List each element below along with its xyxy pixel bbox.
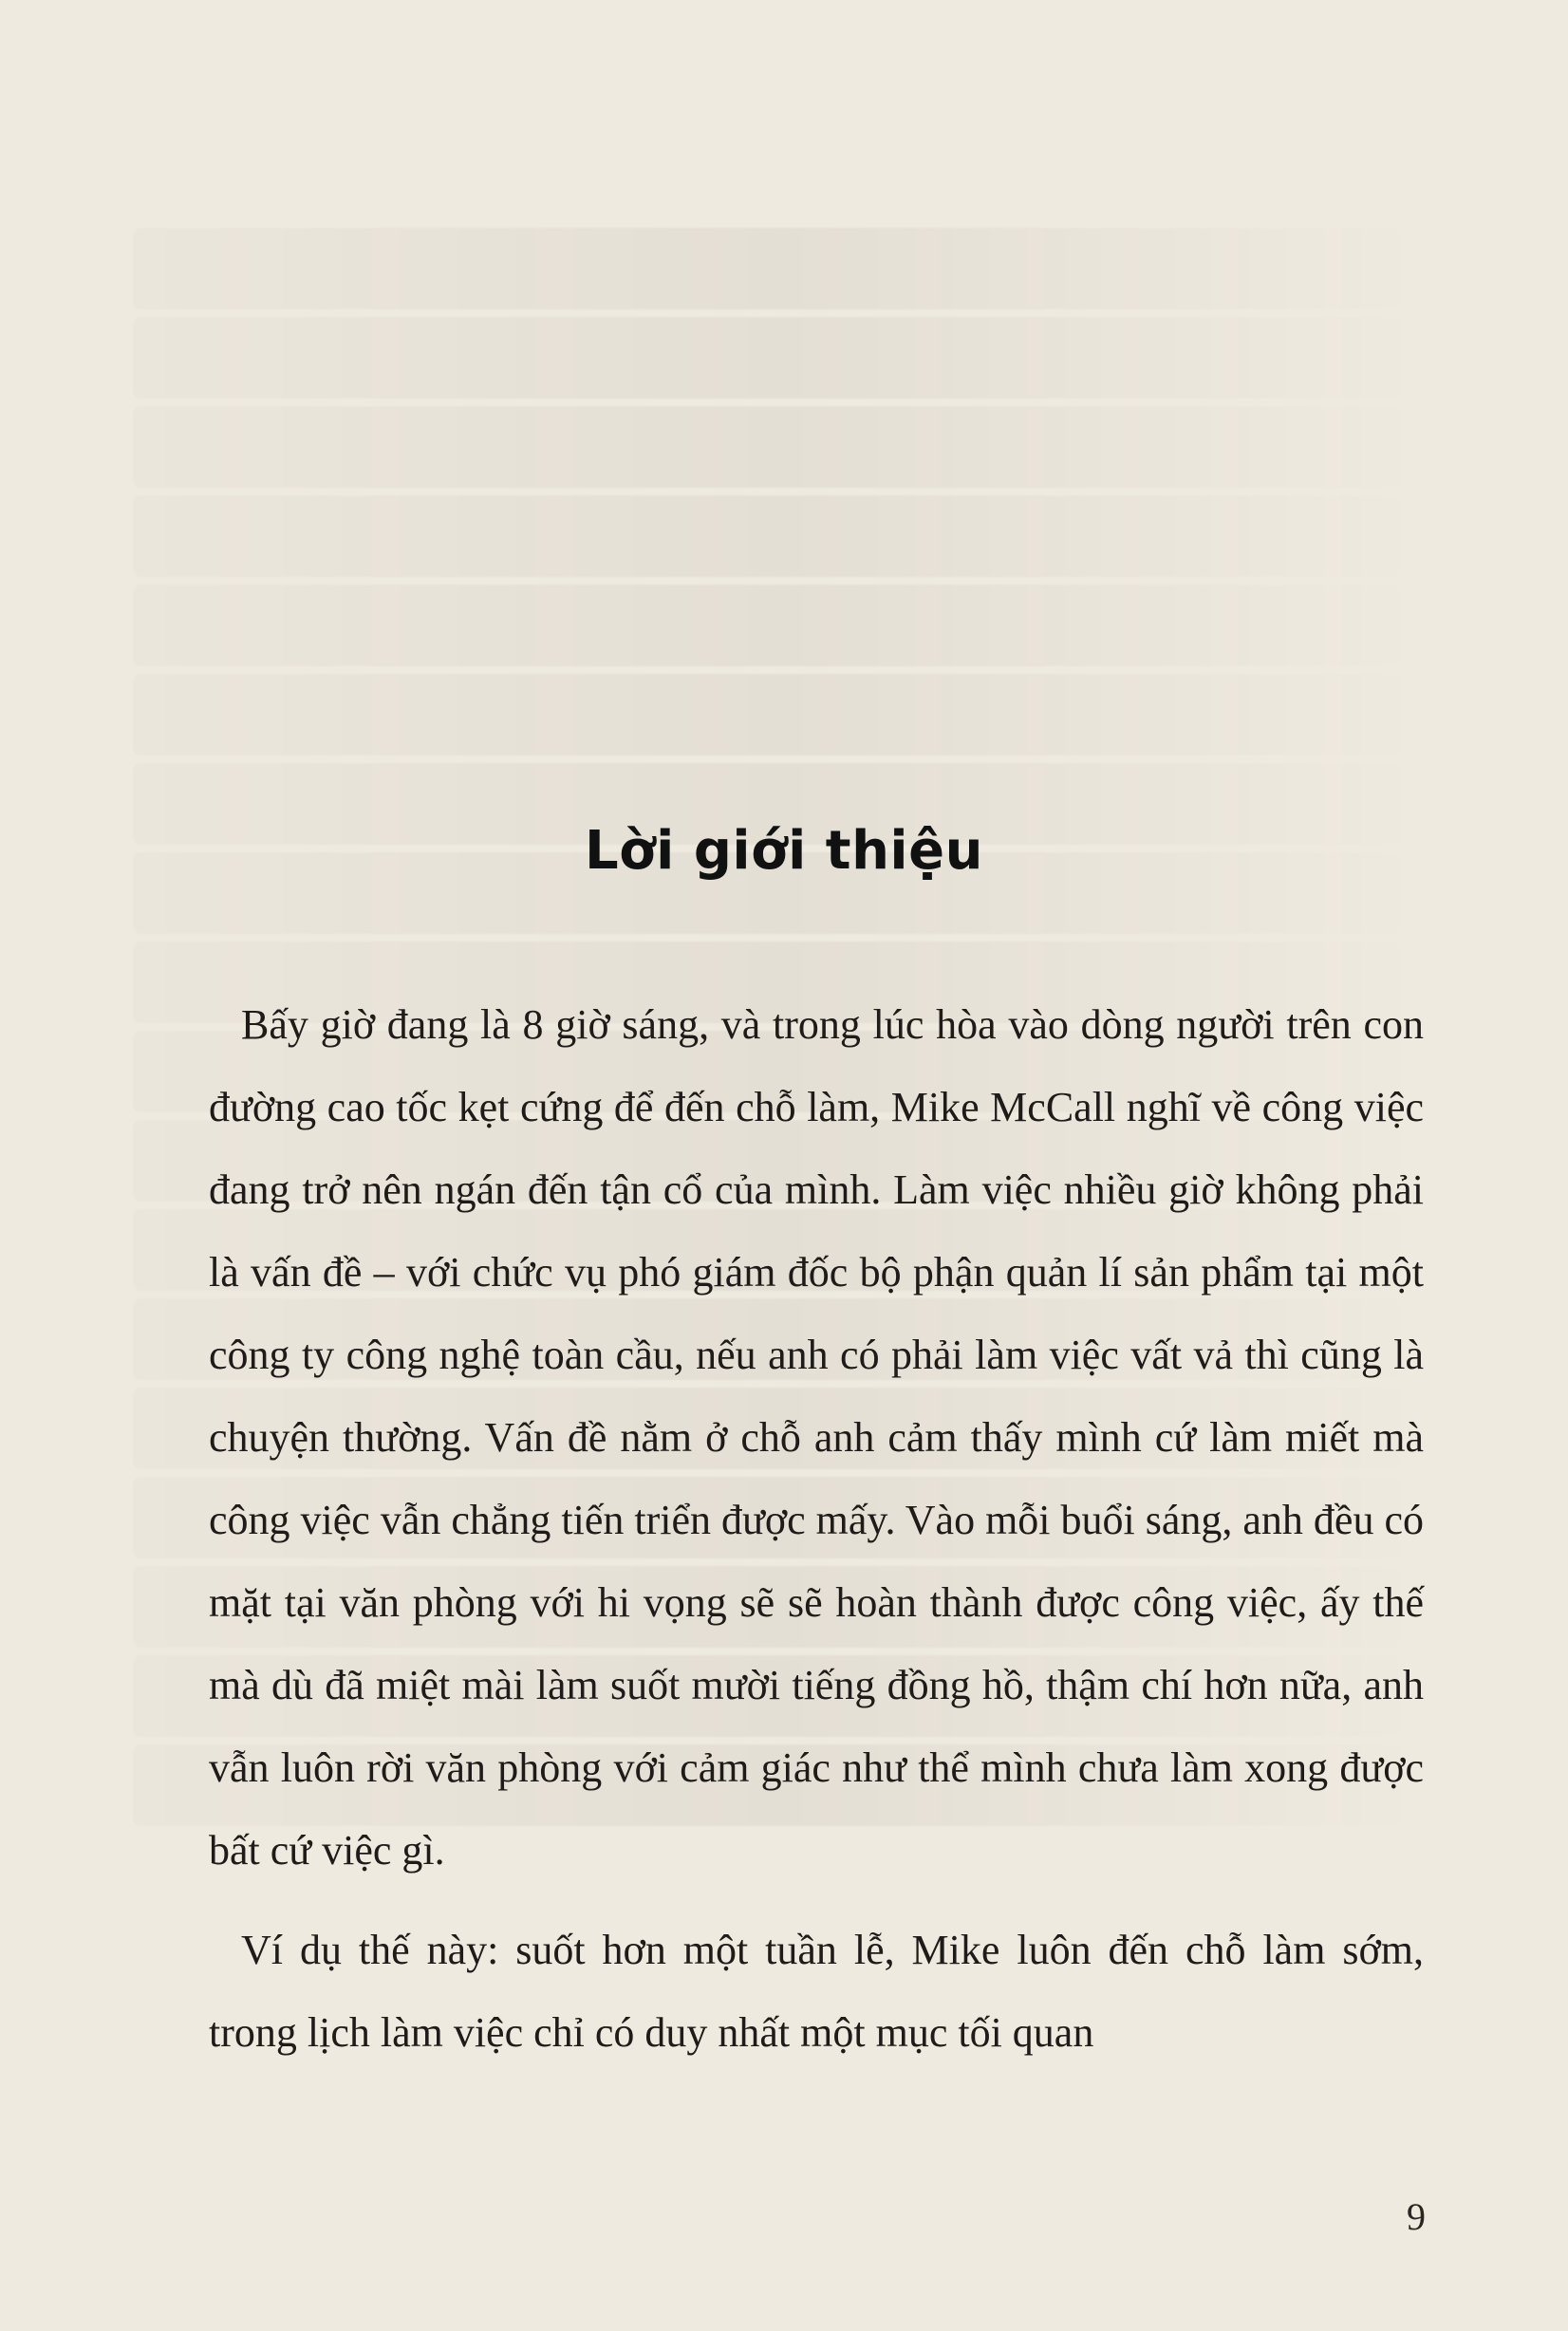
ghost-line [133,585,1433,666]
chapter-title: Lời giới thiệu [585,819,983,882]
paragraph: Bấy giờ đang là 8 giờ sáng, và trong lúc hòa vào dòng người trên con đường cao tốc kẹt cứng để đến chỗ làm, Mike McCall nghĩ về công việc đang trở nên ngán đến tận cổ của mình. Làm việc nhiều giờ không phải là vấn đề – với chức vụ phó giám đốc bộ phận quản lí sản phẩm tại một công ty công nghệ toàn cầu, nếu anh có phải làm việc vất vả thì cũng là chuyện thường. Vấn đề nằm ở chỗ anh cảm thấy mình cứ làm miết mà công việc vẫn chẳng tiến triển được mấy. Vào mỗi buổi sáng, anh đều có mặt tại văn phòng với hi vọng sẽ sẽ hoàn thành được công việc, ấy thế mà dù đã miệt mài làm suốt mười tiếng đồng hồ, thậm chí hơn nữa, anh vẫn luôn rời văn phòng với cảm giác như thể mình chưa làm xong được bất cứ việc gì. [209,1001,1424,1874]
ghost-line [133,406,1433,488]
paragraph: Ví dụ thế này: suốt hơn một tuần lễ, Mike luôn đến chỗ làm sớm, trong lịch làm việc chỉ có duy nhất một mục tối quan [209,1927,1424,2056]
ghost-line [133,228,1433,309]
ghost-line [133,317,1433,399]
ghost-line [133,495,1433,577]
chapter-body [209,983,1424,2074]
ghost-line [133,674,1433,755]
page-number: 9 [1407,2195,1426,2238]
